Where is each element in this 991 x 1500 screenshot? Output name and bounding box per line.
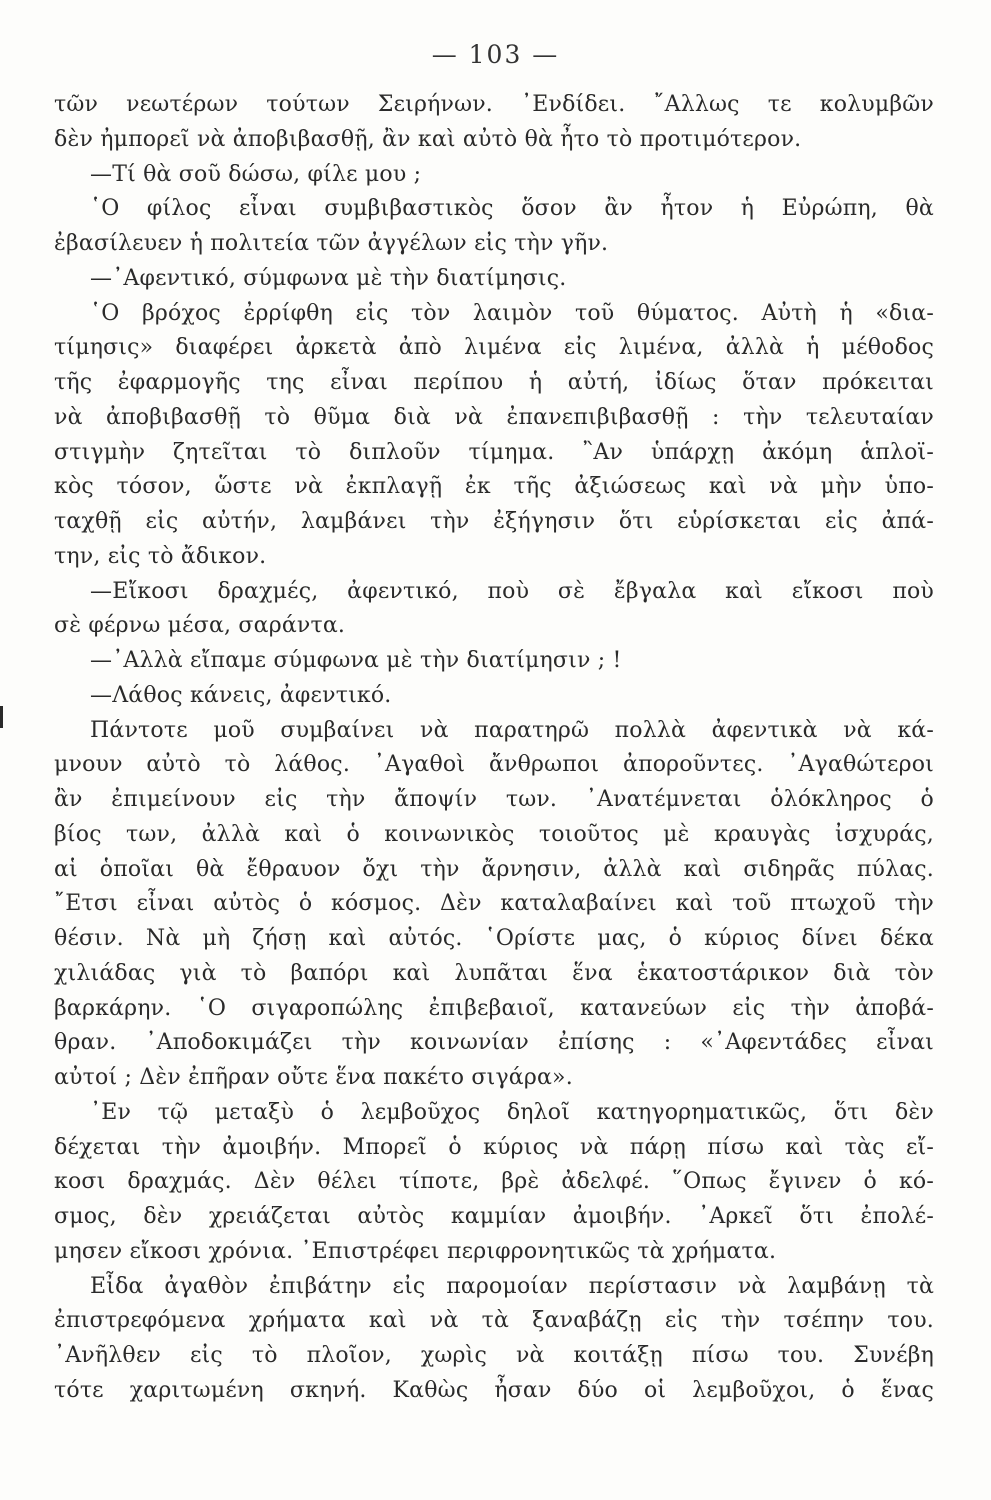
text-line: στιγμὴν ζητεῖται τὸ διπλοῦν τίμημα. ῍Αν ὑπάρχῃ ἀκόμη ἁπλοϊ- bbox=[54, 439, 934, 465]
text-line: τῆς ἐφαρμογῆς της εἶναι περίπου ἡ αὐτή, ἰδίως ὅταν πρόκειται bbox=[54, 370, 934, 395]
text-line: κὸς τόσον, ὥστε νὰ ἐκπλαγῇ ἐκ τῆς ἀξιώσεως καὶ νὰ μὴν ὑπο- bbox=[54, 474, 934, 500]
text-line: σμος, δὲν χρειάζεται αὐτὸς καμμίαν ἀμοιβήν. ᾿Αρκεῖ ὅτι ἐπολέ- bbox=[54, 1204, 934, 1229]
text-line: ἐπιστρεφόμενα χρήματα καὶ νὰ τὰ ξαναβάζῃ εἰς τὴν τσέπην του. bbox=[54, 1308, 934, 1334]
text-line: αὐτοί ; Δὲν ἐπῆραν οὔτε ἕνα πακέτο σιγάρα». bbox=[54, 1065, 573, 1090]
text-line: —᾿Αλλὰ εἴπαμε σύμφωνα μὲ τὴν διατίμησιν ; ! bbox=[90, 648, 622, 673]
text-line: ᾿Εν τῷ μεταξὺ ὁ λεμβοῦχος δηλοῖ κατηγορηματικῶς, ὅτι δὲν bbox=[90, 1099, 934, 1125]
text-line: ᾿Ανῆλθεν εἰς τὸ πλοῖον, χωρὶς νὰ κοιτάξῃ πίσω του. Συνέβη bbox=[54, 1343, 934, 1368]
text-line: —Τί θὰ σοῦ δώσω, φίλε μου ; bbox=[90, 161, 422, 187]
text-line: κοσι δραχμάς. Δὲν θέλει τίποτε, βρὲ ἀδελφέ. ῞Οπως ἔγινεν ὁ κό- bbox=[54, 1169, 934, 1195]
text-body bbox=[54, 88, 934, 1409]
text-line: μησεν εἴκοσι χρόνια. ᾿Επιστρέφει περιφρονητικῶς τὰ χρήματα. bbox=[54, 1238, 777, 1264]
text-line: θραν. ᾿Αποδοκιμάζει τὴν κοινωνίαν ἐπίσης : «᾿Αφεντάδες εἶναι bbox=[54, 1030, 934, 1056]
text-line: βαρκάρην. ῾Ο σιγαροπώλης ἐπιβεβαιοῖ, κατανεύων εἰς τὴν ἀποβά- bbox=[54, 995, 934, 1021]
text-line: βίος των, ἀλλὰ καὶ ὁ κοινωνικὸς τοιοῦτος μὲ κραυγὰς ἰσχυράς, bbox=[54, 821, 934, 847]
text-line: τότε χαριτωμένη σκηνή. Καθὼς ἦσαν δύο οἱ λεμβοῦχοι, ὁ ἕνας bbox=[54, 1377, 934, 1403]
text-line: τῶν νεωτέρων τούτων Σειρήνων. ᾿Ενδίδει. ῎Αλλως τε κολυμβῶν bbox=[54, 92, 934, 117]
text-line: χιλιάδας γιὰ τὸ βαπόρι καὶ λυπᾶται ἕνα ἑκατοστάρικον διὰ τὸν bbox=[54, 960, 934, 986]
text-line: ῾Ο φίλος εἶναι συμβιβαστικὸς ὅσον ἂν ἦτον ἡ Εὐρώπη, θὰ bbox=[90, 196, 934, 222]
text-line: —᾿Αφεντικό, σύμφωνα μὲ τὴν διατίμησις. bbox=[90, 265, 567, 291]
text-line: δὲν ἠμπορεῖ νὰ ἀποβιβασθῇ, ἂν καὶ αὐτὸ θὰ ἦτο τὸ προτιμότερον. bbox=[54, 126, 802, 152]
text-line: νὰ ἀποβιβασθῇ τὸ θῦμα διὰ νὰ ἐπανεπιβιβασθῇ : τὴν τελευταίαν bbox=[54, 404, 934, 430]
text-line: ἐβασίλευεν ἡ πολιτεία τῶν ἀγγέλων εἰς τὴν γῆν. bbox=[54, 231, 609, 256]
text-line: σὲ φέρνω μέσα, σαράντα. bbox=[54, 613, 346, 639]
text-line: την, εἰς τὸ ἄδικον. bbox=[54, 543, 267, 569]
text-line: Πάντοτε μοῦ συμβαίνει νὰ παρατηρῶ πολλὰ ἀφεντικὰ νὰ κά- bbox=[90, 717, 934, 743]
text-line: —Λάθος κάνεις, ἀφεντικό. bbox=[90, 682, 392, 708]
text-line: ταχθῇ εἰς αὐτήν, λαμβάνει τὴν ἐξήγησιν ὅτι εὑρίσκεται εἰς ἀπά- bbox=[54, 509, 934, 534]
text-line: ῎Ετσι εἶναι αὐτὸς ὁ κόσμος. Δὲν καταλαβαίνει καὶ τοῦ πτωχοῦ τὴν bbox=[54, 891, 934, 917]
text-line: τίμησις» διαφέρει ἀρκετὰ ἀπὸ λιμένα εἰς λιμένα, ἀλλὰ ἡ μέθοδος bbox=[54, 335, 934, 361]
text-line: —Εἴκοσι δραχμές, ἀφεντικό, ποὺ σὲ ἔβγαλα καὶ εἴκοσι ποὺ bbox=[90, 578, 934, 604]
page-number: — 103 — bbox=[431, 40, 560, 69]
margin-mark bbox=[0, 706, 3, 728]
text-line: δέχεται τὴν ἀμοιβήν. Μπορεῖ ὁ κύριος νὰ πάρῃ πίσω καὶ τὰς εἴ- bbox=[54, 1134, 934, 1160]
text-line: ἂν ἐπιμείνουν εἰς τὴν ἄποψίν των. ᾿Ανατέμνεται ὁλόκληρος ὁ bbox=[54, 787, 934, 812]
text-line: μνουν αὐτὸ τὸ λάθος. ᾿Αγαθοὶ ἄνθρωποι ἀποροῦντες. ᾿Αγαθώτεροι bbox=[54, 752, 934, 778]
text-line: αἱ ὁποῖαι θὰ ἔθραυον ὄχι τὴν ἄρνησιν, ἀλλὰ καὶ σιδηρᾶς πύλας. bbox=[54, 856, 934, 882]
text-line: ῾Ο βρόχος ἐρρίφθη εἰς τὸν λαιμὸν τοῦ θύματος. Αὐτὴ ἡ «δια- bbox=[90, 300, 934, 326]
text-line: Εἶδα ἀγαθὸν ἐπιβάτην εἰς παρομοίαν περίστασιν νὰ λαμβάνῃ τὰ bbox=[90, 1273, 934, 1299]
text-line: θέσιν. Νὰ μὴ ζήσῃ καὶ αὐτός. ῾Ορίστε μας, ὁ κύριος δίνει δέκα bbox=[54, 926, 934, 951]
